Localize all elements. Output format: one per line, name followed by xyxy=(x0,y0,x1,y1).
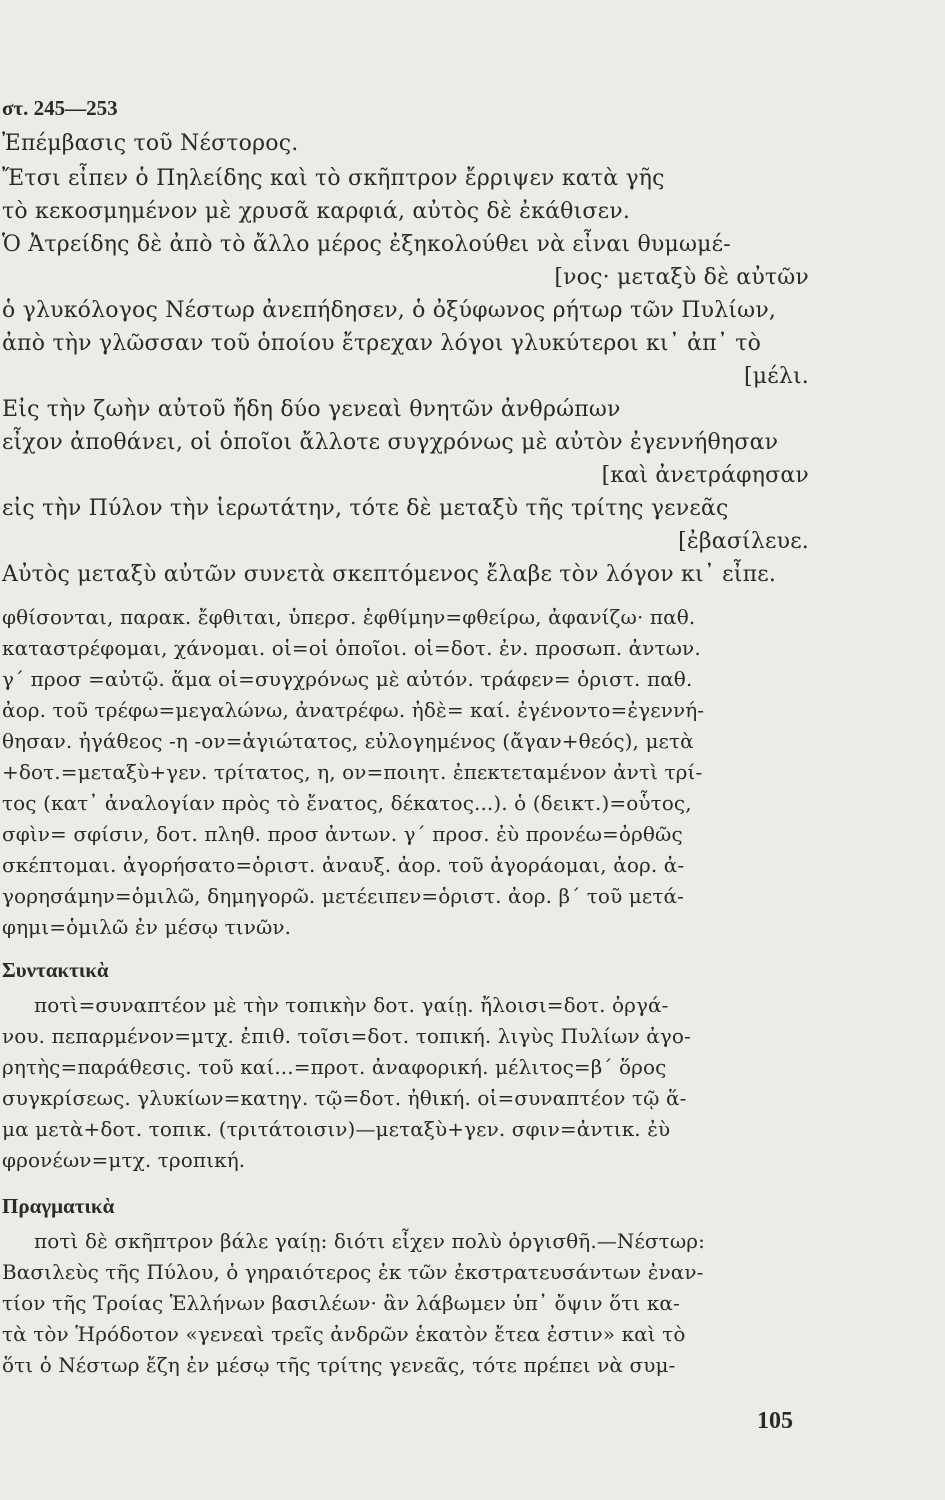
realia-line: Βασιλεὺς τῆς Πύλου, ὁ γηραιότερος ἐκ τῶν ἐκστρατευσάντων ἐναν- xyxy=(2,1260,704,1284)
page-number: 105 xyxy=(757,1408,793,1434)
realia-heading: Πραγματικὰ xyxy=(2,1194,115,1218)
poem-line: ὁ γλυκόλογος Νέστωρ ἀνεπήδησεν, ὁ ὀξύφωνος ρήτωρ τῶν Πυλίων, xyxy=(2,298,777,323)
verse-range: στ. 245—253 xyxy=(2,96,118,120)
note-line: φθίσονται, παρακ. ἔφθιται, ὑπερσ. ἐφθίμην=φθείρω, ἀφανίζω· παθ. xyxy=(2,605,696,629)
syntax-line: ρητὴς=παράθεσις. τοῦ καί...=προτ. ἀναφορική. μέλιτος=β΄ ὅρος xyxy=(2,1055,667,1079)
syntax-line: μα μετὰ+δοτ. τοπικ. (τριτάτοισιν)—μεταξὺ+γεν. σφιν=ἀντικ. ἐὺ xyxy=(2,1117,671,1141)
note-line: φημι=ὁμιλῶ ἐν μέσῳ τινῶν. xyxy=(2,915,292,939)
note-line: γ΄ προσ =αὐτῷ. ἅμα οἱ=συγχρόνως μὲ αὐτόν. τράφεν= ὁριστ. παθ. xyxy=(2,667,693,691)
poem-line: Ὁ Ἀτρείδης δὲ ἀπὸ τὸ ἄλλο μέρος ἐξηκολούθει νὰ εἶναι θυμωμέ- xyxy=(2,232,731,257)
poem-line: Ἔτσι εἶπεν ὁ Πηλείδης καὶ τὸ σκῆπτρον ἔρριψεν κατὰ γῆς xyxy=(2,166,665,191)
syntax-line: φρονέων=μτχ. τροπική. xyxy=(2,1148,246,1172)
realia-line: τὰ τὸν Ἡρόδοτον «γενεαὶ τρεῖς ἀνδρῶν ἑκατὸν ἔτεα ἐστιν» καὶ τὸ xyxy=(2,1322,686,1346)
poem-line: εἶχον ἀποθάνει, οἱ ὁποῖοι ἄλλοτε συγχρόνως μὲ αὐτὸν ἐγεννήθησαν xyxy=(2,430,779,455)
syntax-line: ποτὶ=συναπτέον μὲ τὴν τοπικὴν δοτ. γαίῃ. ἤλοισι=δοτ. ὀργά- xyxy=(34,993,669,1017)
poem-line-continuation: [καὶ ἀνετράφησαν xyxy=(601,463,809,488)
poem-line-continuation: [μέλι. xyxy=(743,364,809,389)
realia-line: ὅτι ὁ Νέστωρ ἔζη ἐν μέσῳ τῆς τρίτης γενεᾶς, τότε πρέπει νὰ συμ- xyxy=(2,1353,676,1377)
syntax-line: νου. πεπαρμένον=μτχ. ἐπιθ. τοῖσι=δοτ. τοπική. λιγὺς Πυλίων ἀγο- xyxy=(2,1024,691,1048)
section-title: Ἐπέμβασις τοῦ Νέστορος. xyxy=(2,131,299,156)
poem-line: Εἰς τὴν ζωὴν αὐτοῦ ἤδη δύο γενεαὶ θνητῶν ἀνθρώπων xyxy=(2,397,621,422)
syntax-line: συγκρίσεως. γλυκίων=κατηγ. τῷ=δοτ. ἠθική. οἱ=συναπτέον τῷ ἅ- xyxy=(2,1086,687,1110)
note-line: γορησάμην=ὁμιλῶ, δημηγορῶ. μετέειπεν=ὁριστ. ἀορ. β΄ τοῦ μετά- xyxy=(2,884,684,908)
poem-line-continuation: [νος· μεταξὺ δὲ αὐτῶν xyxy=(554,265,809,290)
poem-line: εἰς τὴν Πύλον τὴν ἱερωτάτην, τότε δὲ μεταξὺ τῆς τρίτης γενεᾶς xyxy=(2,496,729,521)
poem-line: ἀπὸ τὴν γλῶσσαν τοῦ ὁποίου ἔτρεχαν λόγοι γλυκύτεροι κι᾿ ἀπ᾿ τὸ xyxy=(2,331,762,356)
note-line: +δοτ.=μεταξὺ+γεν. τρίτατος, η, ον=ποιητ. ἐπεκτεταμένον ἀντὶ τρί- xyxy=(2,760,703,784)
poem-line: τὸ κεκοσμημένον μὲ χρυσᾶ καρφιά, αὐτὸς δὲ ἐκάθισεν. xyxy=(2,199,631,224)
note-line: καταστρέφομαι, χάνομαι. οἱ=οἱ ὁποῖοι. οἱ=δοτ. ἐν. προσωπ. ἀντων. xyxy=(2,636,701,660)
poem-line: Αὐτὸς μεταξὺ αὐτῶν συνετὰ σκεπτόμενος ἔλαβε τὸν λόγον κι᾿ εἶπε. xyxy=(2,562,777,587)
note-line: σφὶν= σφίσιν, δοτ. πληθ. προσ ἀντων. γ΄ προσ. ἐὺ προνέω=ὀρθῶς xyxy=(2,822,683,846)
poem-line-continuation: [ἐβασίλευε. xyxy=(678,529,809,554)
note-line: σκέπτομαι. ἀγορήσατο=ὁριστ. ἀναυξ. ἀορ. τοῦ ἀγοράομαι, ἀορ. ἀ- xyxy=(2,853,685,877)
syntax-heading: Συντακτικὰ xyxy=(2,958,109,982)
realia-line: τίον τῆς Τροίας Ἑλλήνων βασιλέων· ἂν λάβωμεν ὑπ᾿ ὄψιν ὅτι κα- xyxy=(2,1291,680,1315)
realia-line: ποτὶ δὲ σκῆπτρον βάλε γαίῃ: διότι εἶχεν πολὺ ὀργισθῆ.—Νέστωρ: xyxy=(34,1229,705,1253)
note-line: τος (κατ᾿ ἀναλογίαν πρὸς τὸ ἔνατος, δέκατος...). ὁ (δεικτ.)=οὗτος, xyxy=(2,791,692,815)
note-line: ἀορ. τοῦ τρέφω=μεγαλώνω, ἀνατρέφω. ἠδὲ= καί. ἐγένοντο=ἐγεννή- xyxy=(2,698,705,722)
note-line: θησαν. ἠγάθεος -η -ον=ἁγιώτατος, εὐλογημένος (ἄγαν+θεός), μετὰ xyxy=(2,729,694,753)
